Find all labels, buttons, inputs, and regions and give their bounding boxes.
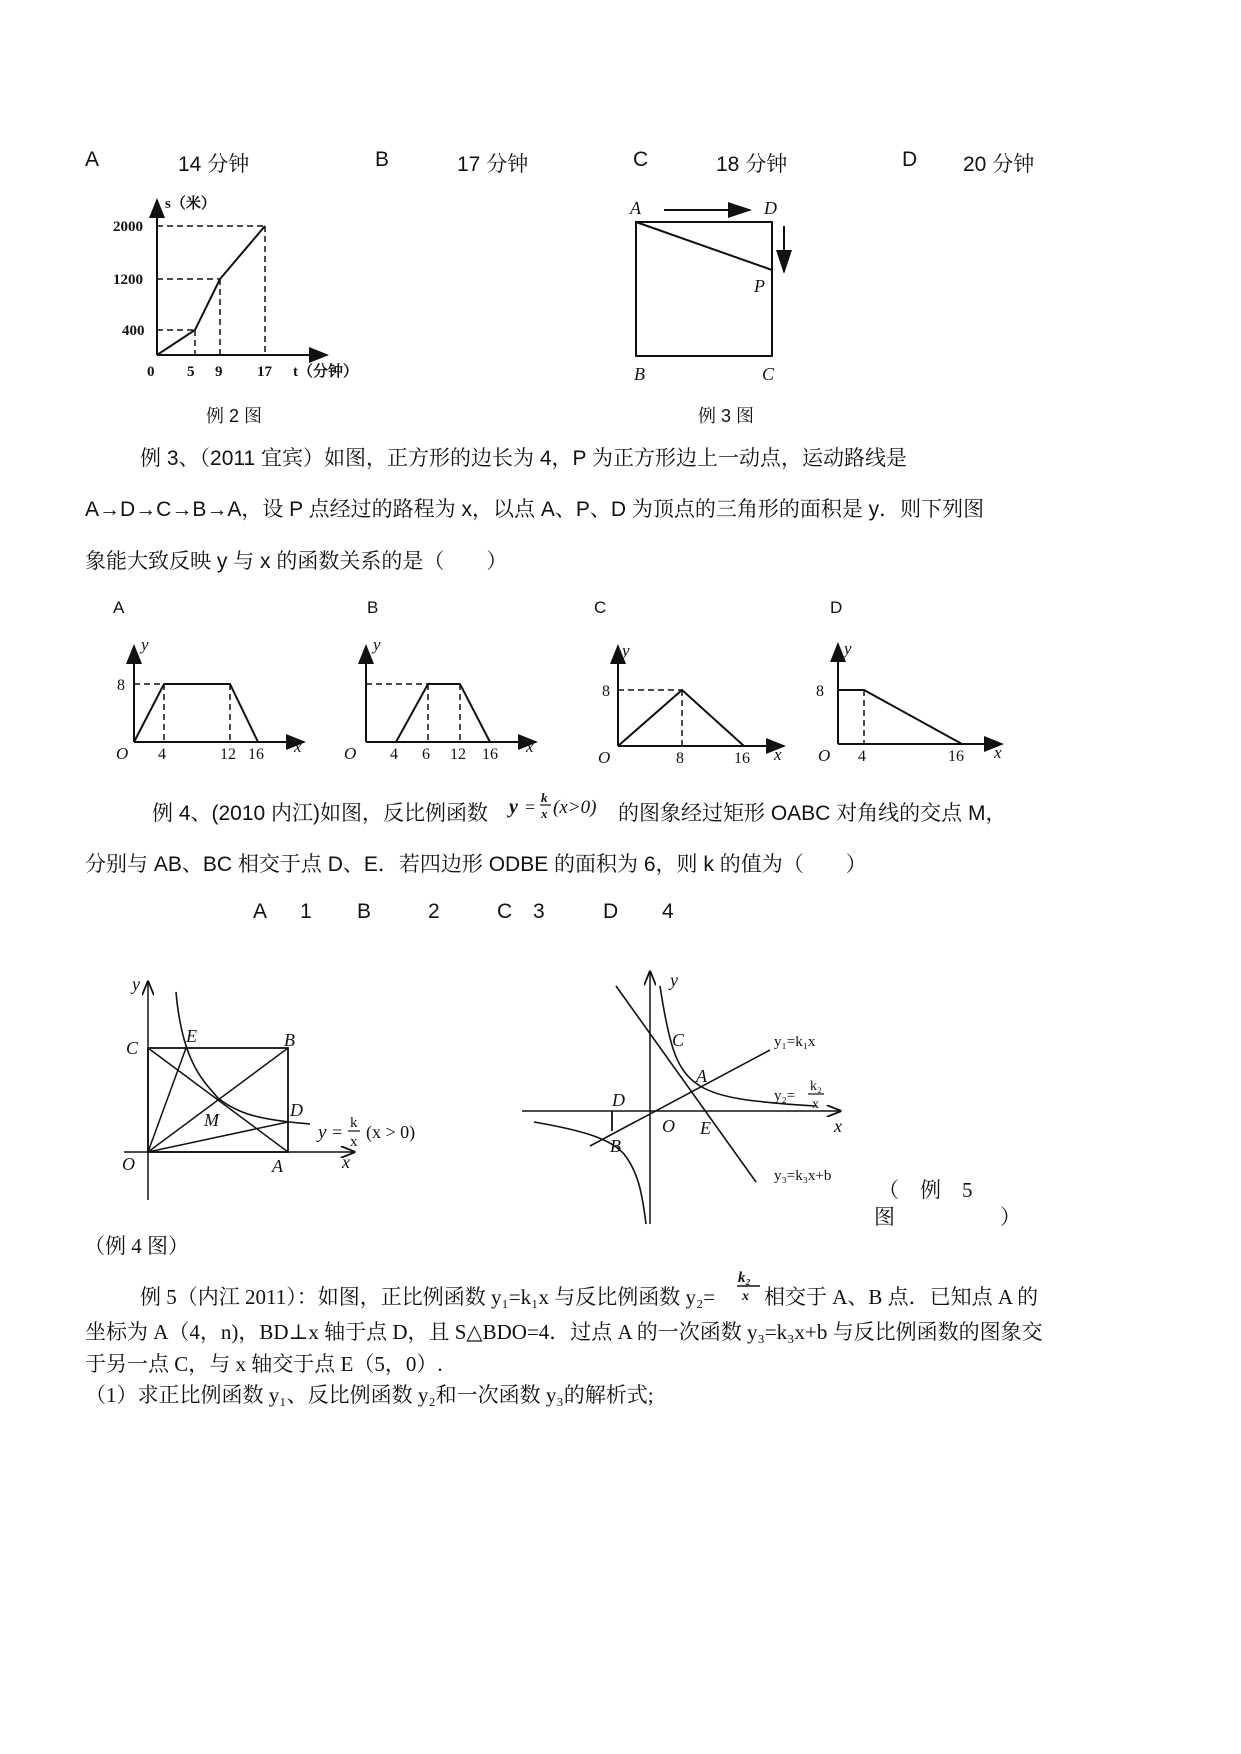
ex3-c-origin: O [598,748,611,767]
ex3-choice-a-label: A [113,598,125,617]
fig3-caption: 例 3 图 [698,406,755,426]
fig3-label-a: A [630,198,641,218]
fig4-label-d: D [290,1100,303,1120]
fig2-ytick-1200: 1200 [113,272,143,288]
ex3-choice-c-label: C [594,598,607,617]
ex5-fraction [736,1266,764,1306]
ex4-option-b-text: 2 [428,900,440,923]
fig4-label-o: O [122,1154,135,1174]
ex3-c-xtick-8: 8 [676,750,684,767]
fig4-label-c: C [126,1038,139,1058]
fig2-xtick-5: 5 [187,364,195,380]
fig2-ylabel: s（米） [165,196,216,212]
ex3-a-ylabel: y [141,635,149,654]
ex4-line1a: 例 4、(2010 内江)如图，反比例函数 [152,802,489,825]
svg-text:k: k [541,790,548,805]
ex5-line3: 于另一点 C，与 x 轴交于点 E（5，0）. [85,1352,443,1376]
ex4-option-c-letter: C [497,900,513,923]
ex3-line3: 象能大致反映 y 与 x 的函数关系的是（ ） [85,550,508,573]
fig5-y3-label: y₃=k₃x+b [774,1168,832,1184]
ex3-a-xlabel: x [294,737,302,756]
ex3-d-xlabel: x [994,743,1002,762]
ex3-graph-c [592,636,802,776]
ex5-line1a: 例 5（内江 2011）：如图，正比例函数 y₁=k₁x 与反比例函数 y₂= [140,1285,716,1309]
fig4-label-b: B [284,1030,295,1050]
fig3-label-p: P [754,276,765,296]
option-a-text: 14 分钟 [178,153,250,176]
ex3-a-xtick-12: 12 [220,746,236,763]
fig4-graph [110,968,440,1208]
ex4-option-d-letter: D [603,900,619,923]
ex3-b-origin: O [344,744,357,763]
ex3-d-origin: O [818,746,831,765]
fig2-ytick-400: 400 [122,323,145,339]
svg-text:=: = [525,797,536,817]
fig3-square [620,190,810,390]
ex3-graph-b [340,632,550,772]
fig5-label-y: y [670,970,678,990]
ex3-b-ylabel: y [373,635,381,654]
ex3-d-ylabel: y [844,639,852,658]
option-c-letter: C [633,148,649,171]
ex5-line1b: 相交于 A、B 点．已知点 A 的 [764,1285,1039,1309]
ex5-line2: 坐标为 A（4，n)，BD⊥x 轴于点 D，且 S△BDO=4．过点 A 的一次函数 y₃=k₃x+b 与反比例函数的图象交 [85,1320,1043,1344]
ex4-line1b: 的图象经过矩形 OABC 对角线的交点 M， [618,802,1007,825]
ex3-b-xtick-12: 12 [450,746,466,763]
fig5-label-c: C [672,1030,685,1050]
fig4-caption: （例 4 图） [84,1234,189,1258]
option-b-letter: B [375,148,390,171]
fig5-label-b: B [610,1136,621,1156]
fig4-label-m: M [204,1110,219,1130]
ex3-graph-a [108,632,318,772]
ex3-d-xtick-16: 16 [948,748,964,765]
fig3-label-d: D [764,198,777,218]
ex4-option-c-text: 3 [533,900,545,923]
ex3-b-xtick-6: 6 [422,746,430,763]
fig4-label-x: x [342,1152,350,1172]
fig5-label-d: D [612,1090,625,1110]
ex3-b-xlabel: x [526,737,534,756]
ex3-line2: A→D→C→B→A，设 P 点经过的路程为 x，以点 A、P、D 为顶点的三角形的面积是 y．则下列图 [85,498,985,521]
svg-text:x: x [541,806,548,821]
ex4-formula [507,788,617,824]
fig5-label-o: O [662,1116,675,1136]
ex3-c-ylabel: y [622,641,630,660]
fig2-xtick-17: 17 [257,364,272,380]
fig5-caption-b: 图 ） [874,1205,1021,1229]
ex3-b-xtick-16: 16 [482,746,498,763]
fig2-ytick-2000: 2000 [113,219,143,235]
fig2-xtick-0: 0 [147,364,155,380]
ex3-a-xtick-16: 16 [248,746,264,763]
fig2-xlabel: t（分钟） [293,364,358,380]
ex4-option-b-letter: B [357,900,372,923]
ex4-line2: 分别与 AB、BC 相交于点 D、E．若四边形 ODBE 的面积为 6，则 k 的值为（ ） [85,853,867,876]
svg-text:y: y [318,1122,327,1143]
fig4-label-a: A [272,1156,283,1176]
fig2-caption: 例 2 图 [206,406,263,426]
ex3-choice-d-label: D [830,598,843,617]
svg-text:(x>0): (x>0) [553,797,597,818]
ex5-frac-num: k₂ [738,1270,751,1286]
ex4-option-a-letter: A [253,900,268,923]
ex4-option-d-text: 4 [662,900,674,923]
svg-text:k: k [350,1115,358,1131]
option-d-letter: D [902,148,918,171]
fig5-y2-lhs: y₂= [774,1088,796,1104]
ex3-line1: 例 3、（2011 宜宾）如图，正方形的边长为 4，P 为正方形边上一动点，运动路线是 [140,447,907,470]
option-a-letter: A [85,148,100,171]
ex4-option-a-text: 1 [300,900,312,923]
fig5-y2-den: x [812,1097,819,1112]
ex5-frac-den: x [742,1289,749,1304]
fig5-label-e: E [700,1118,711,1138]
svg-text:=: = [332,1122,343,1142]
fig5-caption-a: （ 例 5 [878,1178,973,1202]
fig3-label-b: B [634,364,645,384]
ex3-a-xtick-4: 4 [158,746,166,763]
ex3-choice-b-label: B [367,598,379,617]
fig5-graph [520,962,880,1228]
ex5-line4: （1）求正比例函数 y₁、反比例函数 y₂和一次函数 y₃的解析式; [85,1383,654,1407]
fig2-graph [95,190,385,390]
fig5-y2-num: k₂ [810,1079,822,1094]
fig2-line [157,226,265,355]
fig2-xtick-9: 9 [215,364,223,380]
ex3-c-xlabel: x [774,745,782,764]
ex3-d-xtick-4: 4 [858,748,866,765]
fig5-label-x: x [834,1116,842,1136]
svg-text:x: x [350,1134,358,1150]
ex3-graph-d [812,634,1022,774]
ex3-d-ytick: 8 [816,683,824,700]
ex3-c-ytick: 8 [602,683,610,700]
ex3-a-origin: O [116,744,129,763]
svg-text:y: y [509,796,518,818]
fig3-label-c: C [762,364,775,384]
ex3-c-xtick-16: 16 [734,750,750,767]
fig4-label-e: E [186,1026,197,1046]
fig5-label-a: A [696,1066,707,1086]
svg-text:(x > 0): (x > 0) [366,1122,416,1142]
option-d-text: 20 分钟 [963,153,1035,176]
ex3-a-ytick: 8 [117,677,125,694]
option-c-text: 18 分钟 [716,153,788,176]
fig4-label-y: y [132,974,140,994]
ex3-b-xtick-4: 4 [390,746,398,763]
option-b-text: 17 分钟 [457,153,529,176]
fig5-y1-label: y₁=k₁x [774,1034,816,1050]
